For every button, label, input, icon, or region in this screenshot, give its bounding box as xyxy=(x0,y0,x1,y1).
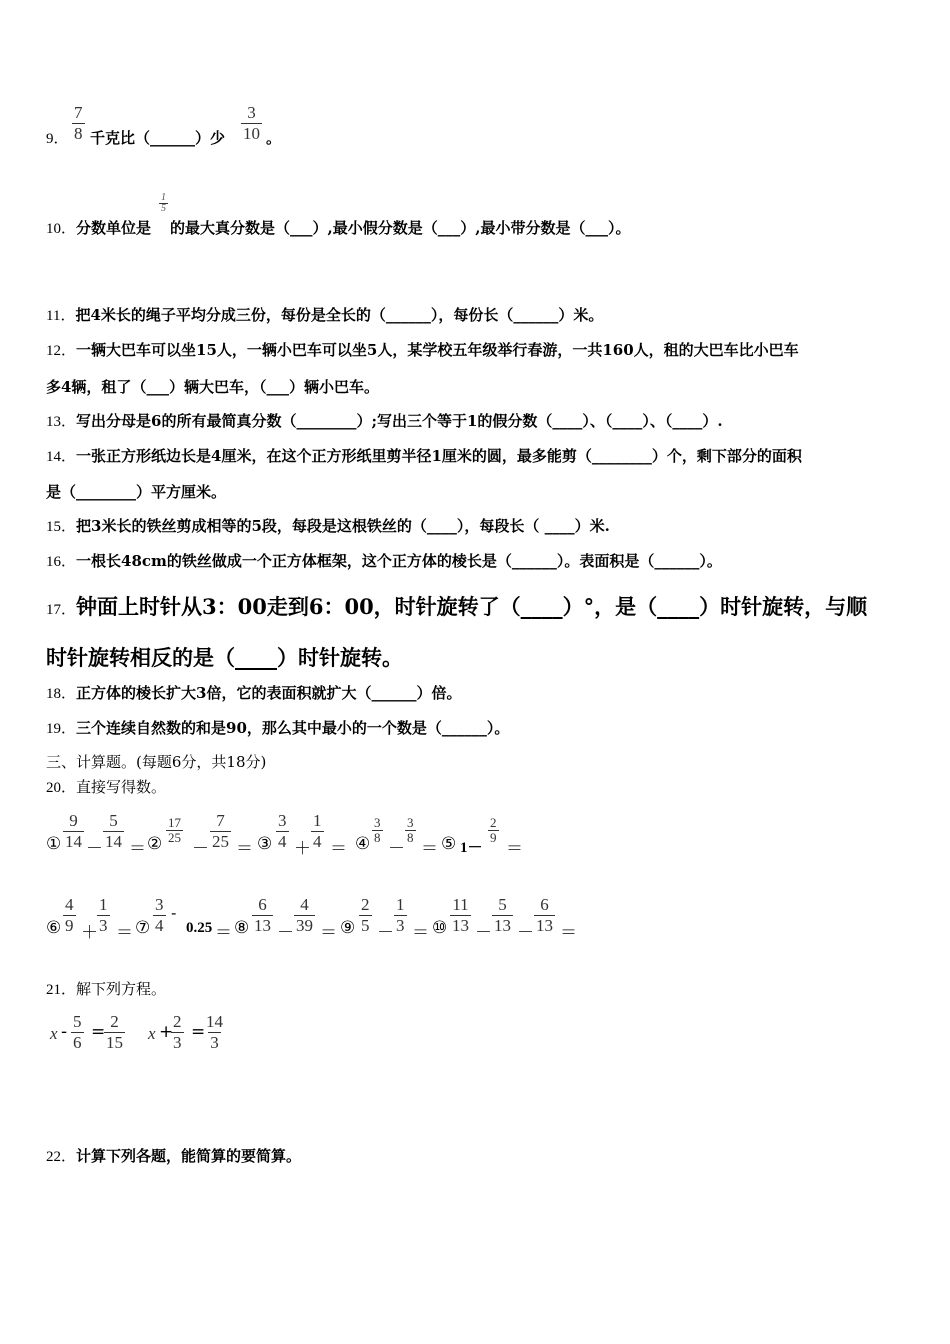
question-17-line1: 钟面上时针从3：00走到6：00，时针旋转了（____）°，是（____）时针旋转，与顺 xyxy=(76,594,868,619)
fraction-3-10: $\frac{3}{10}$ xyxy=(243,103,260,143)
item-mark: ⑤ xyxy=(441,834,457,854)
fraction: $\frac{2}{3}$ xyxy=(173,1012,182,1052)
question-20 xyxy=(46,776,166,799)
question-14 xyxy=(46,445,802,468)
section-title: 三、计算题。(每题6分，共18分) xyxy=(46,753,267,771)
question-number: 11． xyxy=(46,308,76,324)
question-13-text: 写出分母是6的所有最简真分数（________）;写出三个等于1的假分数（____）、（____）、（____）. xyxy=(76,412,723,430)
question-21-title: 解下列方程。 xyxy=(76,980,167,998)
question-16 xyxy=(46,550,722,573)
fraction: $\frac{4}{9}$ xyxy=(65,895,74,935)
fraction: $\frac{1}{3}$ xyxy=(396,895,405,935)
exam-page: 9． $\frac{7}{8}$ 千克比（______）少 $\frac{3}{10}$ 。 10．分数单位是 $\frac{1}{5}$ 的最大真分数是（___）,最小假分数是（___）,最小带分数是（___）。 11．把4米长的绳子平均分成三份，每份是全长的（______），每份长（______）米。 12．一辆大巴车可以坐15人，一辆小巴车可以坐5人，某学校五年级举行春游，一共160人，租的大巴车比小巴车 多4辆，租了（___）辆大巴车，（___）辆小巴车。 13．写出分母是6的所有最简真分数（________）;写出三个等于1的假分数（____）、（____）、（____）. 14．一张正方形纸边长是4厘米，在这个正方形纸里剪半径1厘米的圆，最多能剪（________）个，剩下部分的面积 是（________）平方厘米。 15．把3米长的铁丝剪成相等的5段，每段是这根铁丝的（____），每段长（ ____）米. 16．一根长48cm的铁丝做成一个正方体框架，这个正方体的棱长是（______）。表面积是（______）。 17．钟面上时针从3：00走到6：00，时针旋转了（____）°，是（____）时针旋转，与顺 时针旋转相反的是（____）时针旋转。 18．正方体的棱长扩大3倍，它的表面积就扩大（______）倍。 19．三个连续自然数的和是90，那么其中最小的一个数是（______）。 三、计算题。(每题6分，共18分) 20．直接写得数。 ① $\frac{9}{14}$ － $\frac{5}{14}$ ＝ ② $\frac{17}{25}$ － $\frac{7}{25}$ ＝ ③ $\frac{3}{4}$ ＋ $\frac{1}{4}$ ＝ ④ $\frac{3}{8}$ － $\frac{3}{8}$ ＝ ⑤ 1－ $\frac{2}{9}$ ＝ ⑥ $\frac{4}{9}$ ＋ $\frac{1}{3}$ ＝ ⑦ $\frac{3}{4}$ - 0.25 ＝ ⑧ $\frac{6}{13}$ － $\frac{4}{39}$ ＝ ⑨ $\frac{2}{5}$ － $\frac{1}{3}$ ＝ ⑩ $\frac{11}{13}$ － $\frac{5}{13}$ － $\frac{6}{13}$ ＝ 21．解下列方程。 x - $\frac{5}{6}$ = $\frac{2}{15}$ x + $\frac{2}{3}$ = $\frac{14}{3}$ 22．计算下列各题，能简算的要简算。 xyxy=(0,0,950,1344)
fraction: $\frac{5}{14}$ xyxy=(105,811,122,851)
question-number: 22． xyxy=(46,1149,77,1165)
question-number: 13． xyxy=(46,414,77,430)
question-11-text: 把4米长的绳子平均分成三份，每份是全长的（______），每份长（______）米。 xyxy=(75,306,604,324)
question-14-line2: 是（________）平方厘米。 xyxy=(46,483,227,501)
question-12-line1: 一辆大巴车可以坐15人，一辆小巴车可以坐5人，某学校五年级举行春游，一共160人，租的大巴车比小巴车 xyxy=(76,341,799,359)
question-19-text: 三个连续自然数的和是90，那么其中最小的一个数是（______）。 xyxy=(76,719,510,737)
question-12 xyxy=(46,339,799,362)
item-mark: ⑧ xyxy=(234,918,250,938)
fraction: $\frac{5}{13}$ xyxy=(494,895,511,935)
item-mark: ⑥ xyxy=(46,918,62,938)
fraction: $\frac{9}{14}$ xyxy=(65,811,82,851)
fraction: $\frac{5}{6}$ xyxy=(73,1012,82,1052)
item-mark: ② xyxy=(147,834,163,854)
question-11 xyxy=(46,304,603,327)
item-mark: ① xyxy=(46,834,62,854)
item-mark: ③ xyxy=(257,834,273,854)
fraction: $\frac{14}{3}$ xyxy=(206,1012,223,1052)
question-number: 19． xyxy=(46,721,77,737)
question-15-text: 把3米长的铁丝剪成相等的5段，每段是这根铁丝的（____），每段长（ ____）米. xyxy=(76,517,610,535)
item-mark: ⑩ xyxy=(432,918,448,938)
fraction: $\frac{17}{25}$ xyxy=(168,815,181,845)
fraction: $\frac{11}{13}$ xyxy=(452,895,469,935)
item-mark: ④ xyxy=(355,834,371,854)
fraction: $\frac{6}{13}$ xyxy=(536,895,553,935)
fraction: $\frac{6}{13}$ xyxy=(254,895,271,935)
fraction: $\frac{1}{4}$ xyxy=(313,811,322,851)
question-number: 9． xyxy=(46,131,69,147)
question-number: 10． xyxy=(46,221,77,237)
fraction: $\frac{2}{9}$ xyxy=(490,815,497,845)
fraction: $\frac{3}{8}$ xyxy=(407,815,414,845)
fraction: $\frac{3}{4}$ xyxy=(278,811,287,851)
question-18-text: 正方体的棱长扩大3倍，它的表面积就扩大（______）倍。 xyxy=(76,684,462,702)
question-13 xyxy=(46,410,723,433)
question-number: 17． xyxy=(46,602,77,618)
question-17-line2: 时针旋转相反的是（____）时针旋转。 xyxy=(46,645,403,670)
question-22 xyxy=(46,1145,301,1168)
question-19 xyxy=(46,717,509,740)
fraction: $\frac{2}{5}$ xyxy=(361,895,370,935)
question-number: 14． xyxy=(46,449,77,465)
question-14-line1: 一张正方形纸边长是4厘米，在这个正方形纸里剪半径1厘米的圆，最多能剪（________）个，剩下部分的面积 xyxy=(76,447,802,465)
fraction: $\frac{3}{4}$ xyxy=(155,895,164,935)
question-9-text: 千克比（______）少 xyxy=(90,129,226,147)
question-number: 15． xyxy=(46,519,77,535)
fraction: $\frac{1}{3}$ xyxy=(99,895,108,935)
question-number: 18． xyxy=(46,686,77,702)
question-17 xyxy=(46,592,867,625)
question-15 xyxy=(46,515,610,538)
item-mark: ⑨ xyxy=(340,918,356,938)
fraction: $\frac{7}{25}$ xyxy=(212,811,229,851)
question-21 xyxy=(46,978,166,1001)
question-18 xyxy=(46,682,461,705)
question-10-text: 的最大真分数是（___）,最小假分数是（___）,最小带分数是（___）。 xyxy=(170,219,631,237)
fraction: $\frac{3}{8}$ xyxy=(374,815,381,845)
question-number: 20． xyxy=(46,780,77,796)
question-number: 16． xyxy=(46,554,77,570)
fraction-7-8: $\frac{7}{8}$ xyxy=(74,103,83,143)
question-number: 12． xyxy=(46,343,77,359)
fraction-1-5: $\frac{1}{5}$ xyxy=(161,192,166,214)
question-20-title: 直接写得数。 xyxy=(76,778,167,796)
question-16-text: 一根长48cm的铁丝做成一个正方体框架，这个正方体的棱长是（______）。表面积是（______）。 xyxy=(76,552,722,570)
question-22-text: 计算下列各题，能简算的要简算。 xyxy=(76,1147,302,1165)
fraction: $\frac{4}{39}$ xyxy=(296,895,313,935)
question-number: 21． xyxy=(46,982,77,998)
question-12-line2: 多4辆，租了（___）辆大巴车，（___）辆小巴车。 xyxy=(46,378,379,396)
fraction: $\frac{2}{15}$ xyxy=(106,1012,123,1052)
item-mark: ⑦ xyxy=(135,918,151,938)
